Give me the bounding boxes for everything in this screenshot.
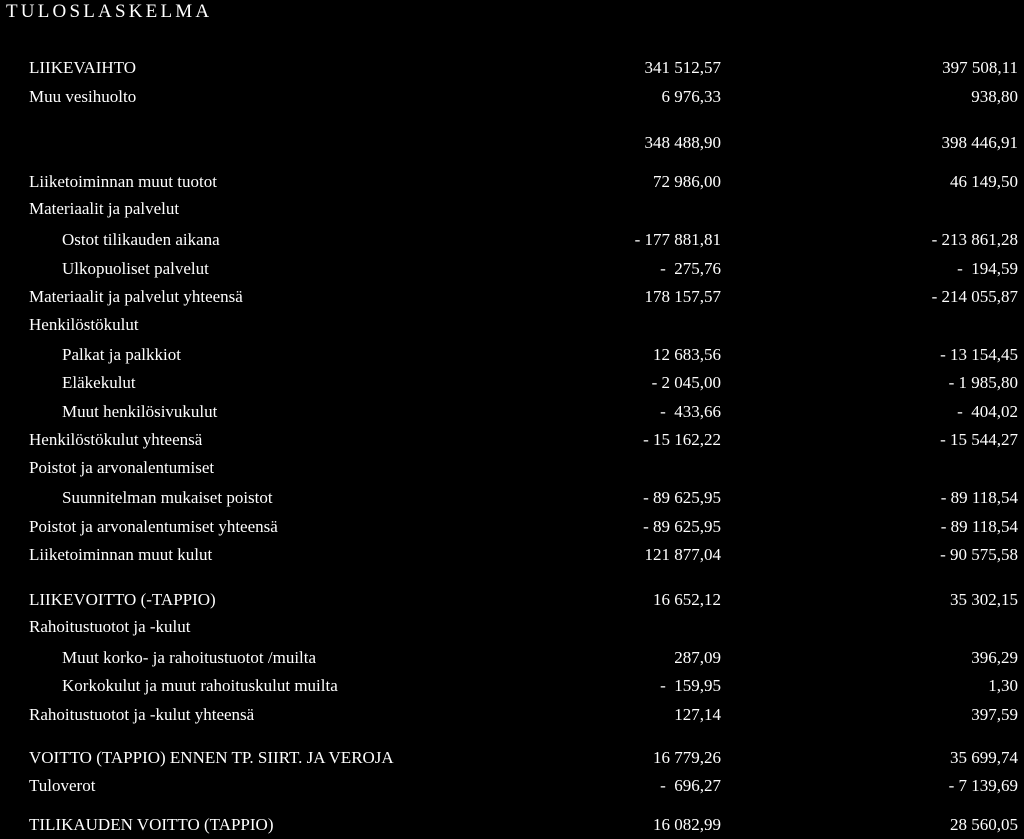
previous-year-value: 398 446,91 bbox=[941, 133, 1018, 152]
current-year-value: 287,09 bbox=[674, 648, 721, 667]
page-title: TULOSLASKELMA bbox=[6, 1, 213, 22]
current-year-value: 16 652,12 bbox=[653, 590, 721, 609]
row-label: LIIKEVAIHTO bbox=[29, 58, 137, 77]
table-row bbox=[0, 486, 1024, 510]
previous-year-value: - 194,59 bbox=[957, 259, 1018, 278]
current-year-value: 127,14 bbox=[674, 705, 721, 724]
total-row bbox=[0, 746, 1024, 770]
current-year-value: - 696,27 bbox=[660, 776, 721, 795]
row-label: Henkilöstökulut bbox=[29, 315, 139, 334]
previous-year-value: - 214 055,87 bbox=[931, 287, 1018, 306]
row-label: Muut korko- ja rahoitustuotot /muilta bbox=[62, 648, 317, 667]
row-label: Eläkekulut bbox=[62, 373, 136, 392]
current-year-value: - 433,66 bbox=[660, 402, 721, 421]
current-year-value: - 89 625,95 bbox=[643, 517, 721, 536]
row-label: Muut henkilösivukulut bbox=[62, 402, 218, 421]
current-year-value: - 2 045,00 bbox=[651, 373, 721, 392]
current-year-value: 16 779,26 bbox=[653, 748, 721, 767]
table-row bbox=[0, 674, 1024, 698]
section-heading-row bbox=[0, 615, 1024, 639]
row-label: Materiaalit ja palvelut bbox=[29, 199, 180, 218]
table-row bbox=[0, 774, 1024, 798]
table-row bbox=[0, 400, 1024, 424]
subtotal-row bbox=[0, 131, 1024, 155]
table-row bbox=[0, 543, 1024, 567]
total-row bbox=[0, 515, 1024, 539]
row-label: Korkokulut ja muut rahoituskulut muilta bbox=[62, 676, 338, 695]
total-row bbox=[0, 588, 1024, 612]
total-row bbox=[0, 285, 1024, 309]
table-row bbox=[0, 646, 1024, 670]
previous-year-value: 397,59 bbox=[971, 705, 1018, 724]
current-year-value: 6 976,33 bbox=[661, 87, 721, 106]
table-row bbox=[0, 85, 1024, 109]
row-label: Poistot ja arvonalentumiset bbox=[29, 458, 215, 477]
current-year-value: 72 986,00 bbox=[653, 172, 721, 191]
row-label: Suunnitelman mukaiset poistot bbox=[62, 488, 273, 507]
previous-year-value: 46 149,50 bbox=[950, 172, 1018, 191]
current-year-value: 341 512,57 bbox=[644, 58, 721, 77]
current-year-value: 12 683,56 bbox=[653, 345, 721, 364]
table-row bbox=[0, 257, 1024, 281]
previous-year-value: 1,30 bbox=[988, 676, 1018, 695]
current-year-value: - 159,95 bbox=[660, 676, 721, 695]
row-label: Rahoitustuotot ja -kulut bbox=[29, 617, 191, 636]
previous-year-value: - 7 139,69 bbox=[948, 776, 1018, 795]
previous-year-value: - 90 575,58 bbox=[940, 545, 1018, 564]
table-row bbox=[0, 371, 1024, 395]
previous-year-value: 28 560,05 bbox=[950, 815, 1018, 834]
total-row bbox=[0, 703, 1024, 727]
row-label: Poistot ja arvonalentumiset yhteensä bbox=[29, 517, 278, 536]
table-row bbox=[0, 228, 1024, 252]
row-label: Liiketoiminnan muut kulut bbox=[29, 545, 213, 564]
row-label: Ostot tilikauden aikana bbox=[62, 230, 220, 249]
previous-year-value: - 13 154,45 bbox=[940, 345, 1018, 364]
table-row bbox=[0, 56, 1024, 80]
current-year-value: 178 157,57 bbox=[644, 287, 721, 306]
section-heading-row bbox=[0, 197, 1024, 221]
row-label: Rahoitustuotot ja -kulut yhteensä bbox=[29, 705, 255, 724]
total-row bbox=[0, 428, 1024, 452]
row-label: Henkilöstökulut yhteensä bbox=[29, 430, 203, 449]
previous-year-value: - 89 118,54 bbox=[940, 488, 1018, 507]
current-year-value: 348 488,90 bbox=[644, 133, 721, 152]
previous-year-value: - 89 118,54 bbox=[940, 517, 1018, 536]
previous-year-value: - 213 861,28 bbox=[931, 230, 1018, 249]
row-label: Materiaalit ja palvelut yhteensä bbox=[29, 287, 243, 306]
row-label: Liiketoiminnan muut tuotot bbox=[29, 172, 217, 191]
row-label: Ulkopuoliset palvelut bbox=[62, 259, 209, 278]
current-year-value: - 275,76 bbox=[660, 259, 721, 278]
section-heading-row bbox=[0, 456, 1024, 480]
current-year-value: - 177 881,81 bbox=[634, 230, 721, 249]
previous-year-value: 938,80 bbox=[971, 87, 1018, 106]
previous-year-value: 397 508,11 bbox=[942, 58, 1018, 77]
previous-year-value: 35 302,15 bbox=[950, 590, 1018, 609]
net-result-row bbox=[0, 813, 1024, 837]
current-year-value: 16 082,99 bbox=[653, 815, 721, 834]
row-label: TILIKAUDEN VOITTO (TAPPIO) bbox=[29, 815, 274, 834]
current-year-value: - 15 162,22 bbox=[643, 430, 721, 449]
previous-year-value: - 15 544,27 bbox=[940, 430, 1018, 449]
previous-year-value: 396,29 bbox=[971, 648, 1018, 667]
row-label: VOITTO (TAPPIO) ENNEN TP. SIIRT. JA VEROJA bbox=[29, 748, 394, 767]
table-row bbox=[0, 343, 1024, 367]
table-row bbox=[0, 170, 1024, 194]
previous-year-value: - 1 985,80 bbox=[948, 373, 1018, 392]
previous-year-value: - 404,02 bbox=[957, 402, 1018, 421]
previous-year-value: 35 699,74 bbox=[950, 748, 1018, 767]
row-label: Tuloverot bbox=[29, 776, 96, 795]
section-heading-row bbox=[0, 313, 1024, 337]
row-label: Muu vesihuolto bbox=[29, 87, 137, 106]
current-year-value: - 89 625,95 bbox=[643, 488, 721, 507]
row-label: LIIKEVOITTO (-TAPPIO) bbox=[29, 590, 216, 609]
row-label: Palkat ja palkkiot bbox=[62, 345, 181, 364]
current-year-value: 121 877,04 bbox=[644, 545, 721, 564]
